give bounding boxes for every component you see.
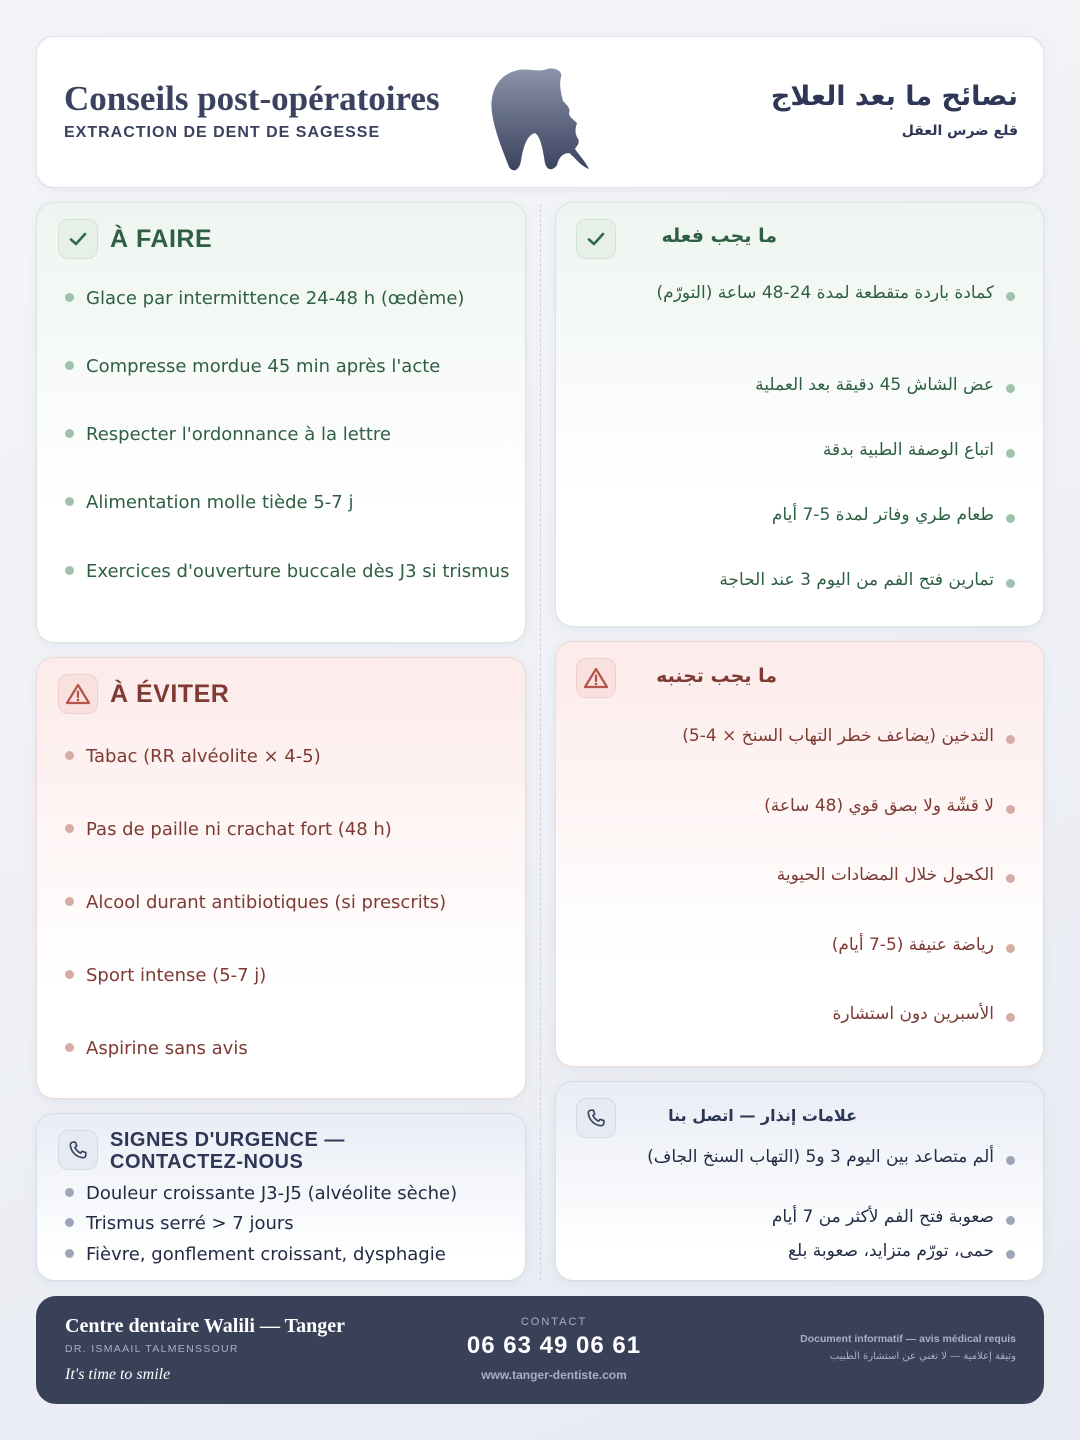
page-title: Conseils post-opératoires [64, 79, 440, 118]
clinic-name: Centre dentaire Walili — Tanger [65, 1315, 346, 1337]
avoid-item: Tabac (RR alvéolite × 4-5) [65, 746, 321, 767]
phone-icon [58, 1130, 98, 1170]
do-title: À FAIRE [110, 225, 213, 253]
contact-label: CONTACT [520, 1316, 588, 1328]
column-divider [540, 204, 541, 1280]
slogan: It's time to smile [65, 1366, 171, 1383]
header-card [36, 36, 1044, 188]
disclaimer-arabic: وثيقة إعلامية — لا تغني عن استشارة الطبيب [829, 1351, 1016, 1362]
avoid-title: À ÉVITER [110, 680, 230, 708]
disclaimer: Document informatif — avis médical requis [800, 1333, 1016, 1345]
avoid-title-arabic: ما يجب تجنبه [656, 665, 777, 687]
urgent-item-arabic: ألم متصاعد بين اليوم 3 و5 (التهاب السنخ الجاف) [647, 1147, 1015, 1167]
page-title-arabic: نصائح ما بعد العلاج [770, 81, 1018, 112]
warning-icon [58, 674, 98, 714]
urgent-item-arabic: صعوبة فتح الفم لأكثر من 7 أيام [772, 1207, 1015, 1227]
avoid-item: Sport intense (5-7 j) [65, 965, 266, 986]
urgent-title-arabic: علامات إنذار — اتصل بنا [668, 1106, 857, 1125]
warning-icon [576, 658, 616, 698]
do-item-arabic: اتباع الوصفة الطبية بدقة [823, 440, 1015, 460]
avoid-item-arabic: الكحول خلال المضادات الحيوية [777, 865, 1015, 885]
urgent-panel-fr [36, 1113, 526, 1281]
do-item-arabic: عض الشاش 45 دقيقة بعد العملية [755, 375, 1015, 395]
phone-number[interactable]: 06 63 49 06 61 [466, 1332, 642, 1359]
avoid-item-arabic: لا قشّة ولا بصق قوي (48 ساعة) [764, 796, 1015, 816]
check-icon [576, 219, 616, 259]
avoid-item-arabic: رياضة عنيفة (5-7 أيام) [832, 935, 1015, 955]
do-item-arabic: كمادة باردة متقطعة لمدة 24-48 ساعة (التورّم) [657, 283, 1015, 303]
urgent-item: Fièvre, gonflement croissant, dysphagie [65, 1244, 446, 1265]
tooth-profile-logo-icon [489, 61, 599, 173]
do-item-arabic: تمارين فتح الفم من اليوم 3 عند الحاجة [719, 570, 1015, 590]
avoid-panel-ar [555, 641, 1044, 1067]
urgent-item-arabic: حمى، تورّم متزايد، صعوبة بلع [788, 1241, 1015, 1261]
page-subtitle-arabic: قلع ضرس العقل [901, 123, 1018, 139]
avoid-item: Pas de paille ni crachat fort (48 h) [65, 819, 392, 840]
urgent-title: SIGNES D'URGENCE — CONTACTEZ-NOUS [110, 1129, 345, 1173]
do-panel-ar [555, 202, 1044, 627]
do-item: Alimentation molle tiède 5-7 j [65, 492, 353, 513]
avoid-item: Aspirine sans avis [65, 1038, 248, 1059]
avoid-item-arabic: الأسبرين دون استشارة [833, 1004, 1015, 1024]
doctor-name: DR. ISMAAIL TALMENSSOUR [65, 1343, 239, 1355]
check-icon [58, 219, 98, 259]
footer [36, 1296, 1044, 1404]
avoid-panel-fr [36, 657, 526, 1099]
page-subtitle: EXTRACTION DE DENT DE SAGESSE [64, 124, 381, 141]
phone-icon [576, 1098, 616, 1138]
website-link[interactable]: www.tanger-dentiste.com [481, 1368, 627, 1382]
do-item: Glace par intermittence 24-48 h (œdème) [65, 288, 464, 309]
do-item: Compresse mordue 45 min après l'acte [65, 356, 440, 377]
do-panel-fr [36, 202, 526, 643]
do-item-arabic: طعام طري وفاتر لمدة 5-7 أيام [772, 505, 1015, 525]
avoid-item: Alcool durant antibiotiques (si prescrits) [65, 892, 446, 913]
urgent-item: Trismus serré > 7 jours [65, 1213, 294, 1234]
do-item: Exercices d'ouverture buccale dès J3 si trismus [65, 561, 510, 582]
urgent-panel-ar [555, 1081, 1044, 1281]
do-title-arabic: ما يجب فعله [661, 225, 777, 247]
do-item: Respecter l'ordonnance à la lettre [65, 424, 391, 445]
urgent-item: Douleur croissante J3-J5 (alvéolite sèche) [65, 1183, 457, 1204]
avoid-item-arabic: التدخين (يضاعف خطر التهاب السنخ × 4-5) [682, 726, 1015, 746]
